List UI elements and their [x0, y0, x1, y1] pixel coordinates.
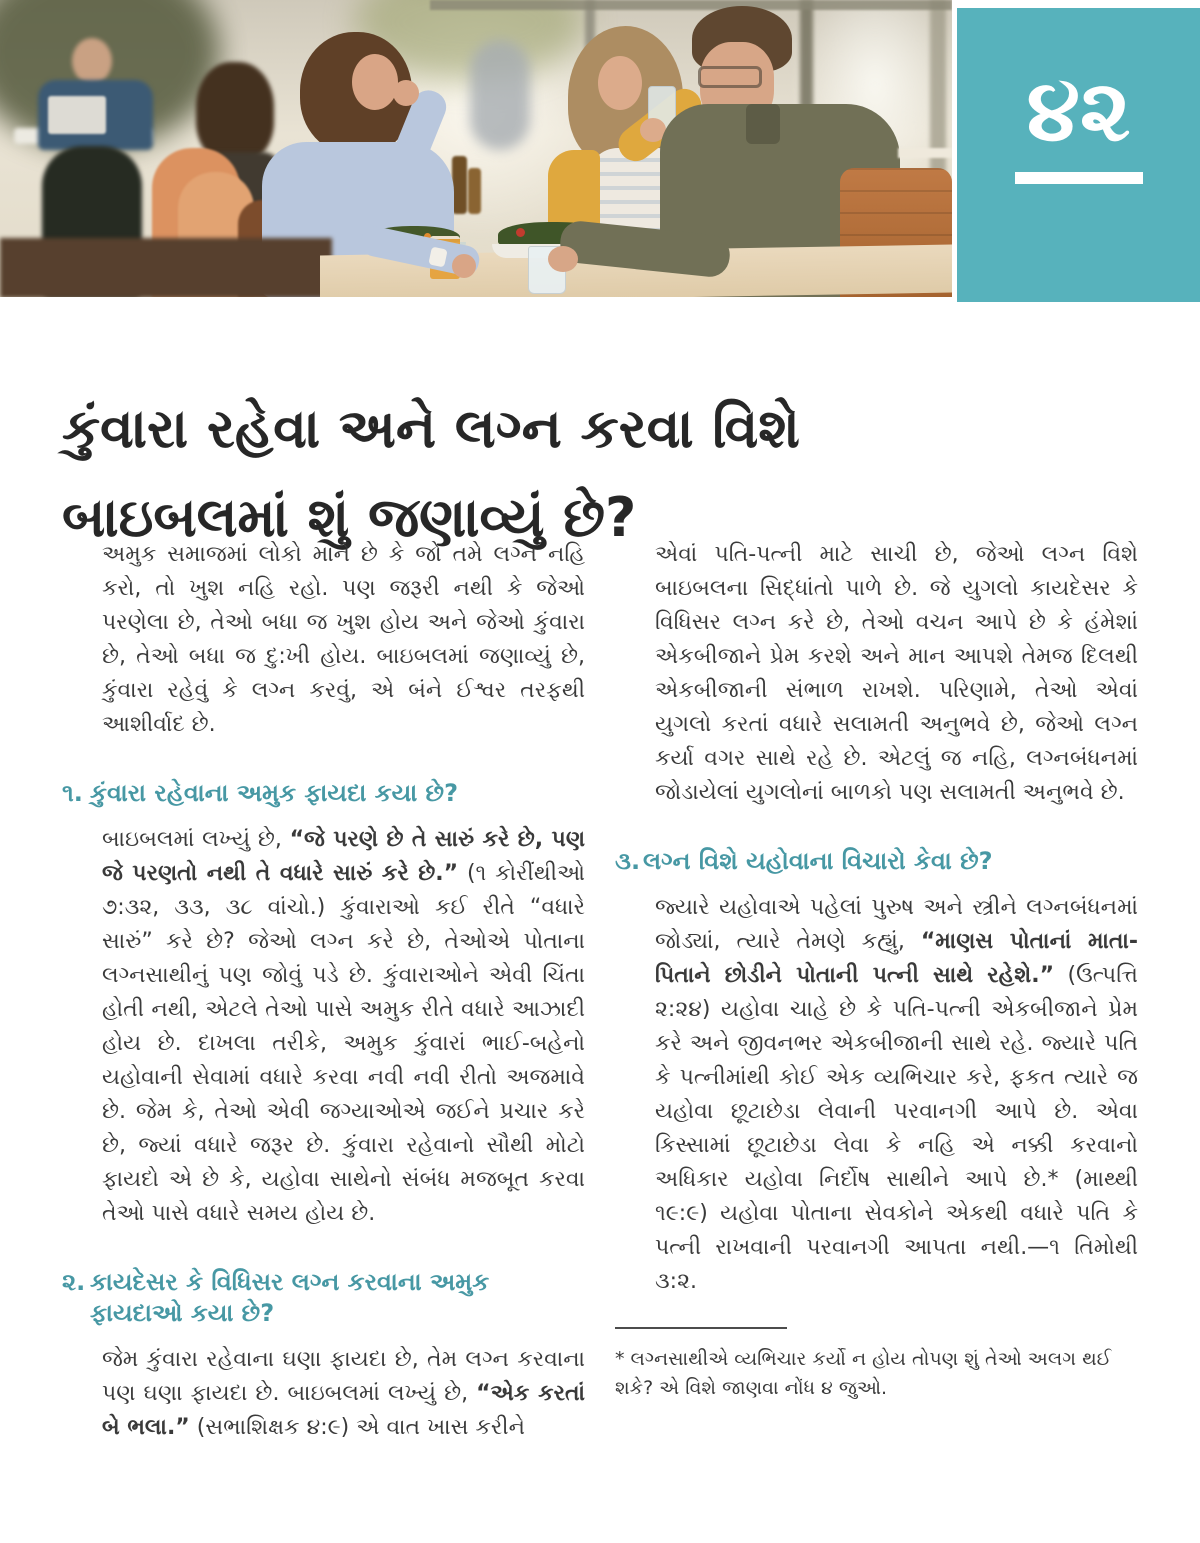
woman-yellow-face — [598, 56, 642, 110]
woman-blue-hand — [452, 254, 476, 278]
scripture-quote: “માણસ પોતાનાં માતા-પિતાને છોડીને પોતાની પત્ની સાથે રહેશે.” — [655, 929, 1138, 988]
page-number: ૪૨ — [1026, 61, 1131, 161]
section-2-heading — [62, 1267, 585, 1329]
article-title-line2: બાઇબલમાં શું જણાવ્યું છે? — [62, 486, 637, 550]
wood-floor — [0, 238, 332, 297]
text-run: (ઉત્પત્તિ ૨:૨૪) યહોવા ચાહે છે કે પતિ-પત્ની એકબીજાને પ્રેમ કરે અને જીવનભર એકબીજાની સાથે રહે. જ્યારે પતિ કે પત્નીમાંથી કોઈ એક વ્યભિચાર કરે, ફકત ત્યારે જ યહોવા છૂટાછેડા લેવાની પરવાનગી આપે છે. એવા કિસ્સામાં છૂટાછેડા લેવા કે નહિ એ નક્કી કરવાનો અધિકાર યહોવા નિર્દોષ સાથીને આપે છે.* (માથ્થી ૧૯:૯) યહોવા પોતાના સેવકોને એકથી વધારે પતિ કે પત્ની રાખવાની પરવાનગી આપતા નથી.—૧ તિમોથી ૩:૨. — [655, 963, 1138, 1294]
page-number-underline — [1015, 172, 1143, 184]
text-run: (૧ કોરીંથીઓ ૭:૩૨, ૩૩, ૩૮ વાંચો.) કુંવારાઓ કઈ રીતે “વધારે સારું” કરે છે? જેઓ લગ્ન કરે છે, તેઓએ પોતાના લગ્નસાથીનું પણ જોવું પડે છે. કુંવારાઓને એવી ચિંતા હોતી નથી, એટલે તેઓ પાસે અમુક રીતે વધારે આઝાદી હોય છે. દાખલા તરીકે, અમુક કુંવારાં ભાઈ-બહેનો યહોવાની સેવામાં વધારે કરવા નવી નવી રીતો અજમાવે છે. જેમ કે, તેઓ એવી જગ્યાઓએ જઈને પ્રચાર કરે છે, જ્યાં વધારે જરૂર છે. કુંવારા રહેવાનો સૌથી મોટો ફાયદો એ છે કે, યહોવા સાથેનો સંબંધ મજબૂત કરવા તેઓ પાસે વધારે સમય હોય છે. — [102, 861, 585, 1226]
section-2-paragraph-left — [62, 1343, 585, 1445]
section-2-number: ૨. — [62, 1268, 86, 1296]
text-run: બાઇબલમાં લખ્યું છે, — [102, 827, 290, 852]
article-title-line1: કુંવારા રહેવા અને લગ્ન કરવા વિશે — [62, 397, 800, 461]
footnote-text: * લગ્નસાથીએ વ્યભિચાર કર્યો ન હોય તોપણ શું તેઓ અલગ થઈ શકે? એ વિશે જાણવા નોંધ ૪ જુઓ. — [615, 1348, 1112, 1399]
polo-collar — [746, 104, 780, 144]
section-2-paragraph-right: એવાં પતિ-પત્ની માટે સાચી છે, જેઓ લગ્ન વિશે બાઇબલના સિદ્ધાંતો પાળે છે. જે યુગલો કાયદેસર કે વિધિસર લગ્ન કરે છે, તેઓ વચન આપે છે કે હંમેશાં એકબીજાને પ્રેમ કરશે અને માન આપશે તેમજ દિલથી એકબીજાની સંભાળ રાખશે. પરિણામે, તેઓ એવાં યુગલો કરતાં વધારે સલામતી અનુભવે છે, જેઓ લગ્ન કર્યા વગર સાથે રહે છે. એટલું જ નહિ, લગ્નબંધનમાં જોડાયેલાં યુગલોનાં બાળકો પણ સલામતી અનુભવે છે. — [655, 542, 1138, 805]
page-number-box — [957, 8, 1200, 302]
side-table — [898, 148, 952, 158]
section-3-number: ૩. — [615, 847, 641, 875]
scripture-quote: “જે પરણે છે તે સારું કરે છે, પણ જે પરણતો નથી તે વધારે સારું કરે છે.” — [102, 827, 586, 886]
blurred-background-person — [470, 40, 530, 150]
background-woman-hair — [196, 62, 274, 162]
header-photo — [0, 0, 952, 297]
laptop — [48, 96, 106, 134]
footnote — [615, 1327, 1138, 1403]
section-1-paragraph — [62, 823, 585, 1231]
left-column — [62, 538, 585, 1445]
text-run: (સભાશિક્ષક ૪:૯) એ વાત ખાસ કરીને — [189, 1415, 525, 1440]
section-1-number: ૧. — [62, 779, 83, 807]
footnote-divider — [615, 1327, 787, 1329]
woman-blue-face — [352, 54, 398, 110]
tomato-garnish — [516, 228, 525, 237]
background-man-head — [72, 38, 112, 84]
section-1-heading-text: કુંવારા રહેવાના અમુક ફાયદા કયા છે? — [90, 779, 459, 807]
section-1-heading — [62, 778, 585, 809]
scripture-quote: “એક કરતાં બે ભલા.” — [102, 1381, 585, 1440]
text-run: જેમ કુંવારા રહેવાના ઘણા ફાયદા છે, તેમ લગ્ન કરવાના પણ ઘણા ફાયદા છે. બાઇબલમાં લખ્યું છે, — [102, 1347, 585, 1406]
condiment-bottle — [452, 156, 467, 214]
window-frame-top — [430, 0, 952, 10]
section-2-heading-text: કાયદેસર કે વિધિસર લગ્ન કરવાના અમુક ફાયદાઓ કયા છે? — [90, 1268, 490, 1327]
section-3-heading — [615, 846, 1138, 877]
section-3-heading-text: લગ્ન વિશે યહોવાના વિચારો કેવા છે? — [643, 847, 993, 875]
man-right-hand — [548, 246, 578, 272]
text-run: જ્યારે યહોવાએ પહેલાં પુરુષ અને સ્ત્રીને લગ્નબંધનમાં જોડ્યાં, ત્યારે તેમણે કહ્યું, — [655, 895, 1138, 954]
right-column — [615, 538, 1138, 1403]
intro-paragraph: અમુક સમાજમાં લોકો માને છે કે જો તમે લગ્ન નહિ કરો, તો ખુશ નહિ રહો. પણ જરૂરી નથી કે જેઓ પરણેલા છે, તેઓ બધા જ ખુશ હોય અને જેઓ કુંવારા છે, તેઓ બધા જ દુ:ખી હોય. બાઇબલમાં જણાવ્યું છે, કુંવારા રહેવું કે લગ્ન કરવું, એ બંને ઈશ્વર તરફથી આશીર્વાદ છે. — [102, 542, 585, 737]
article-title — [62, 384, 1152, 562]
condiment-bottle — [468, 168, 481, 214]
eyeglasses — [698, 66, 762, 88]
woman-blue-hand — [393, 80, 419, 106]
section-3-paragraph — [615, 891, 1138, 1299]
